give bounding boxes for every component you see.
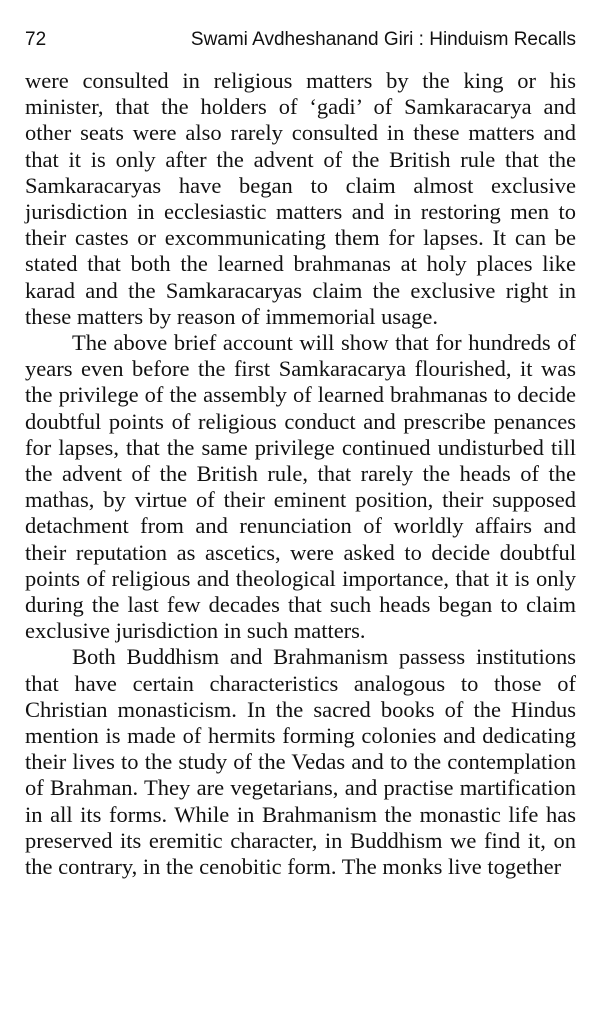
page-number: 72 — [25, 29, 47, 50]
paragraph: Both Buddhism and Brahmanism passess institutions that have certain characteristics analogous to those of Christian monasticism. In the sacred books of the Hindus mention is made of hermits forming colonies and dedicating their lives to the study of the Vedas and to the contemplation of Brahman. They are vegetarians, and practise martification in all its forms. While in Brahmanism the monastic life has preserved its eremitic character, in Buddhism we find it, on the contrary, in the cenobitic form. The monks live together — [25, 644, 576, 880]
running-header — [25, 0, 576, 60]
paragraph-continued: were consulted in religious matters by the king or his minister, that the holders of ‘gadi’ of Samkaracarya and other seats were also rarely consulted in these matters and that it is only after the advent of the British rule that the Samkaracaryas have began to claim almost exclusive jurisdiction in ecclesiastic matters and in restoring men to their castes or excommunicating them for lapses. It can be stated that both the learned brahmanas at holy places like karad and the Samkaracaryas claim the exclusive right in these matters by reason of immemorial usage. — [25, 68, 576, 329]
paragraph: The above brief account will show that for hundreds of years even before the first Samkaracarya flourished, it was the privilege of the assembly of learned brahmanas to decide doubtful points of religious conduct and prescribe penances for lapses, that the same privilege continued undisturbed till the advent of the British rule, that rarely the heads of the mathas, by virtue of their eminent position, their supposed detachment from and renunciation of worldly affairs and their reputation as ascetics, were asked to decide doubtful points of religious and theological importance, that it is only during the last few decades that such heads began to claim exclusive jurisdiction in such matters. — [25, 330, 576, 644]
running-title: Swami Avdheshanand Giri : Hinduism Recalls — [190, 29, 576, 50]
body-text — [25, 68, 576, 880]
